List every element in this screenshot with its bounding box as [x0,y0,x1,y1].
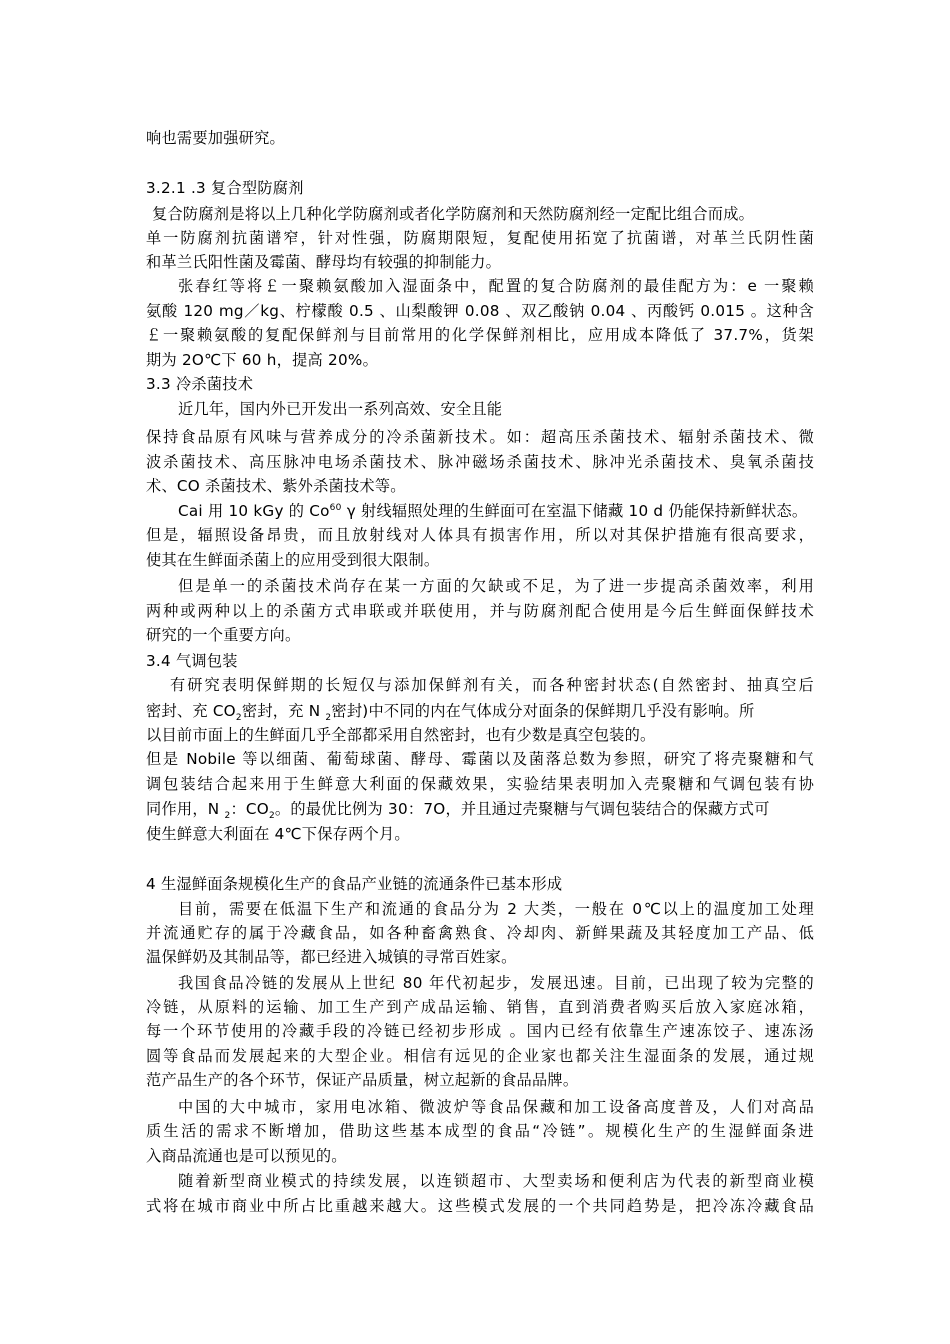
text-line: 冷链，从原料的运输、加工生产到产成品运输、销售，直到消费者购买后放入家庭冰箱， [146,998,814,1016]
text-line: 两种或两种以上的杀菌方式串联或并联使用，并与防腐剂配合使用是今后生鲜面保鲜技术 [146,602,814,620]
text-line: 波杀菌技术、高压脉冲电场杀菌技术、脉冲磁场杀菌技术、脉冲光杀菌技术、臭氧杀菌技 [146,453,814,471]
text-line: 期为 2O℃下 60 h，提高 20%。 [146,351,379,369]
text-line: 中国的大中城市，家用电冰箱、微波炉等食品保藏和加工设备高度普及，人们对高品 [178,1098,814,1116]
text-line: 近几年，国内外已开发出一系列高效、安全且能 [178,400,503,418]
text-line: 但是单一的杀菌技术尚存在某一方面的欠缺或不足，为了进一步提高杀菌效率，利用 [178,577,814,595]
text-line: 式将在城市商业中所占比重越来越大。这些模式发展的一个共同趋势是，把冷冻冷藏食品 [146,1197,814,1215]
text-line: 同作用，N $_2$：$CO_2$。的最优比例为 30：7O，并且通过壳聚糖与气调包装结合的保藏方式可 [146,800,770,822]
text-line: 术、CO 杀菌技术、紫外杀菌技术等。 [146,477,406,495]
text-line: 和革兰氏阳性菌及霉菌、酵母均有较强的抑制能力。 [146,253,502,271]
text-line: 我国食品冷链的发展从上世纪 80 年代初起步，发展迅速。目前，已出现了较为完整的 [178,974,814,992]
text-line: 温保鲜奶及其制品等，都已经进入城镇的寻常百姓家。 [146,948,517,966]
text-line: 密封、充 $CO_2$密封，充 N $_2$密封)中不同的内在气体成分对面条的保鲜期几乎没有影响。所 [146,702,755,724]
text-line: 随着新型商业模式的持续发展，以连锁超市、大型卖场和便利店为代表的新型商业模 [178,1172,814,1190]
text-line: 每一个环节使用的冷藏手段的冷链已经初步形成 。国内已经有依靠生产速冻饺子、速冻汤 [146,1022,814,1040]
section-heading: 3.3 冷杀菌技术 [146,375,254,393]
text-line: 使生鲜意大利面在 4℃下保存两个月。 [146,825,410,843]
text-line: 单一防腐剂抗菌谱窄，针对性强，防腐期限短，复配使用拓宽了抗菌谱，对革兰氏阴性菌 [146,229,814,247]
text-line: 并流通贮存的属于冷藏食品，如各种畜禽熟食、冷却肉、新鲜果蔬及其轻度加工产品、低 [146,924,814,942]
text-line: Cai 用 10 kGy 的 Co$^{60}$ γ 射线辐照处理的生鲜面可在室温下储藏 10 d 仍能保持新鲜状态。 [178,502,808,520]
text-line: 调包装结合起来用于生鲜意大利面的保藏效果，实验结果表明加入壳聚糖和气调包装有协 [146,775,814,793]
text-line: 响也需要加强研究。 [146,129,285,147]
text-line: 质生活的需求不断增加，借助这些基本成型的食品“冷链”。规模化生产的生湿鲜面条进 [146,1122,814,1140]
text-line: 保持食品原有风味与营养成分的冷杀菌新技术。如：超高压杀菌技术、辐射杀菌技术、微 [146,428,814,446]
text-line: 以目前市面上的生鲜面几乎全部都采用自然密封，也有少数是真空包装的。 [146,726,656,744]
text-line: 范产品生产的各个环节，保证产品质量，树立起新的食品品牌。 [146,1071,579,1089]
text-line: 氨酸 120 mg／kg、柠檬酸 0.5 、山梨酸钾 0.08 、双乙酸钠 0.04 、丙酸钙 0.015 。这种含 [146,302,814,320]
text-line: 但是，辐照设备昂贵，而且放射线对人体具有损害作用，所以对其保护措施有很高要求， [146,526,814,544]
section-heading: 3.4 气调包装 [146,652,238,670]
text-line: 但是 Nobile 等以细菌、葡萄球菌、酵母、霉菌以及菌落总数为参照，研究了将壳聚糖和气 [146,750,814,768]
text-line: 目前，需要在低温下生产和流通的食品分为 2 大类，一般在 0℃以上的温度加工处理 [178,900,814,918]
section-heading: 3.2.1 .3 复合型防腐剂 [146,179,304,197]
text-line: ￡一聚赖氨酸的复配保鲜剂与目前常用的化学保鲜剂相比，应用成本降低了 37.7%，货架 [146,326,814,344]
text-line: 复合防腐剂是将以上几种化学防腐剂或者化学防腐剂和天然防腐剂经一定配比组合而成。 [152,205,755,223]
section-heading: 4 生湿鲜面条规模化生产的食品产业链的流通条件已基本形成 [146,875,563,893]
text-line: 张春红等将￡一聚赖氨酸加入湿面条中，配置的复合防腐剂的最佳配方为：e 一聚赖 [178,277,814,295]
text-line: 入商品流通也是可以预见的。 [146,1147,347,1165]
text-line: 圆等食品而发展起来的大型企业。相信有远见的企业家也都关注生湿面条的发展，通过规 [146,1047,814,1065]
text-line: 使其在生鲜面杀菌上的应用受到很大限制。 [146,551,440,569]
text-line: 有研究表明保鲜期的长短仅与添加保鲜剂有关，而各种密封状态(自然密封、抽真空后 [170,676,814,694]
text-line: 研究的一个重要方向。 [146,626,301,644]
